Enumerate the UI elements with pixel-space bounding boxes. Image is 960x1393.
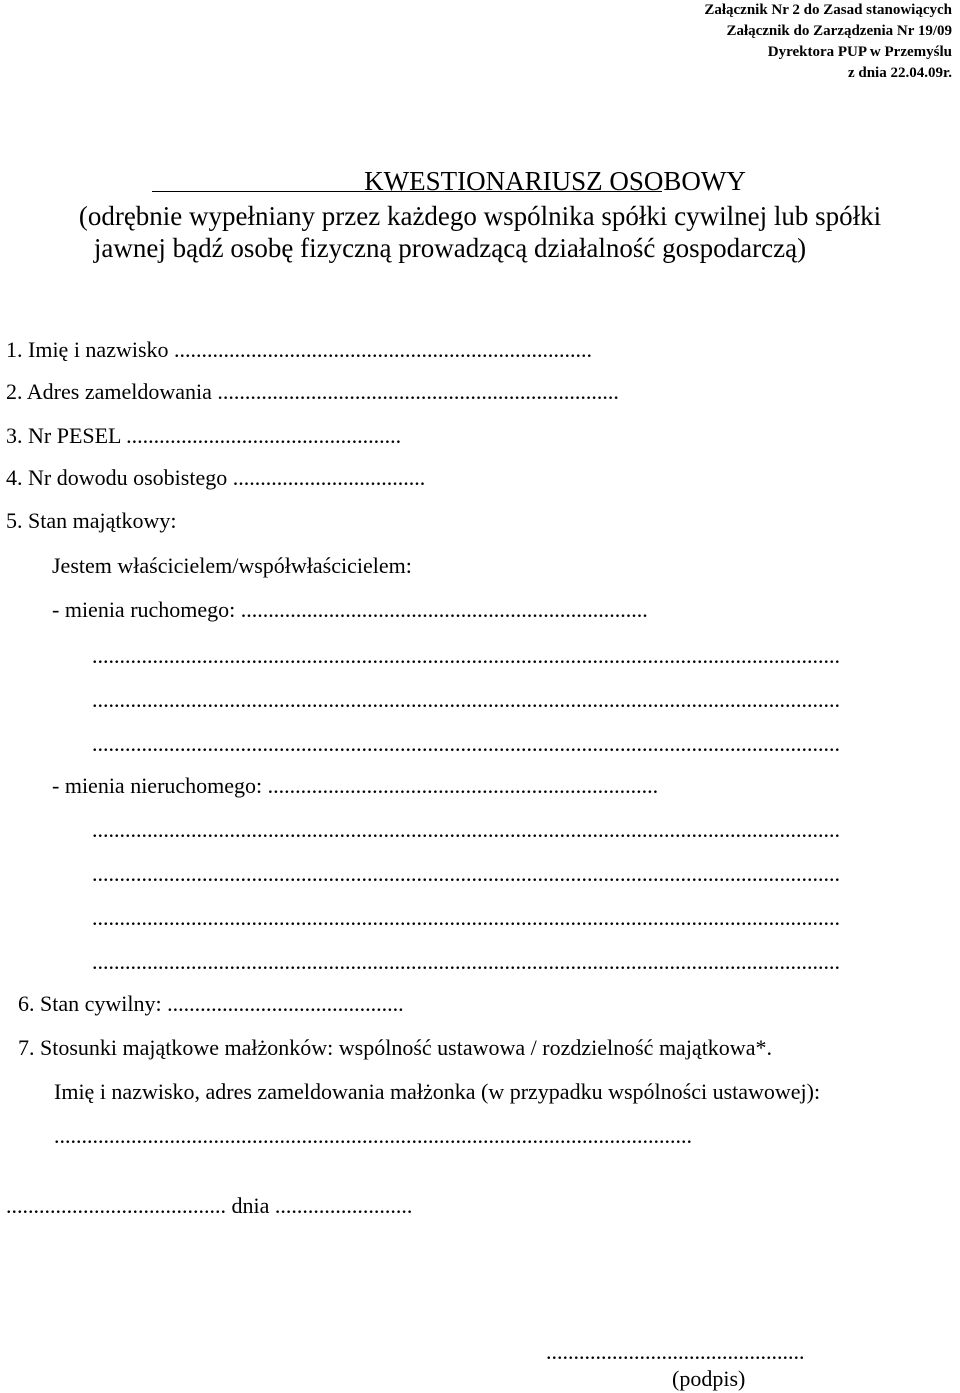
- signature-label: (podpis): [672, 1366, 746, 1391]
- field-marital-status[interactable]: 6. Stan cywilny: ...........................................: [18, 991, 404, 1016]
- field-address[interactable]: 2. Adres zameldowania .........................................................................: [6, 379, 619, 404]
- header-line-2: Załącznik do Zarządzenia Nr 19/09: [726, 23, 952, 39]
- field-id-card[interactable]: 4. Nr dowodu osobistego ...................................: [6, 465, 426, 490]
- spouse-label: Imię i nazwisko, adres zameldowania małżonka (w przypadku wspólności ustawowej):: [54, 1079, 821, 1104]
- field-spouse-details[interactable]: ....................................................................................................................: [54, 1123, 692, 1148]
- owner-label: Jestem właścicielem/współwłaścicielem:: [52, 553, 412, 578]
- movable-line-4[interactable]: ........................................................................................................................................: [92, 731, 840, 756]
- page-subtitle-1: (odrębnie wypełniany przez każdego wspólnika spółki cywilnej lub spółki: [78, 201, 882, 231]
- movable-line-3[interactable]: ........................................................................................................................................: [92, 687, 840, 712]
- header-attachment: [704, 0, 952, 84]
- header-line-4: z dnia 22.04.09r.: [847, 65, 952, 81]
- field-assets-heading: 5. Stan majątkowy:: [6, 508, 177, 533]
- real-estate-line-2[interactable]: ........................................................................................................................................: [92, 817, 840, 842]
- page-title: KWESTIONARIUSZ OSOBOWY: [364, 166, 746, 196]
- real-estate-line-5[interactable]: ........................................................................................................................................: [92, 949, 840, 974]
- field-name[interactable]: 1. Imię i nazwisko ............................................................................: [6, 337, 593, 362]
- real-estate-line-3[interactable]: ........................................................................................................................................: [92, 861, 840, 886]
- header-line-1: Załącznik Nr 2 do Zasad stanowiących: [704, 2, 952, 18]
- page-subtitle-2: jawnej bądź osobę fizyczną prowadzącą działalność gospodarczą): [93, 233, 807, 263]
- date-place-line[interactable]: ........................................ dnia .........................: [6, 1193, 413, 1218]
- real-estate-line-4[interactable]: ........................................................................................................................................: [92, 905, 840, 930]
- field-movable-property[interactable]: - mienia ruchomego: ..........................................................................: [52, 597, 648, 622]
- signature-line[interactable]: ...............................................: [546, 1339, 805, 1364]
- field-real-estate[interactable]: - mienia nieruchomego: .......................................................................: [52, 773, 659, 798]
- header-line-3: Dyrektora PUP w Przemyślu: [767, 44, 952, 60]
- field-pesel[interactable]: 3. Nr PESEL ..................................................: [6, 423, 402, 448]
- field-marital-property: 7. Stosunki majątkowe małżonków: wspólność ustawowa / rozdzielność majątkowa*.: [18, 1035, 772, 1060]
- movable-line-2[interactable]: ........................................................................................................................................: [92, 643, 840, 668]
